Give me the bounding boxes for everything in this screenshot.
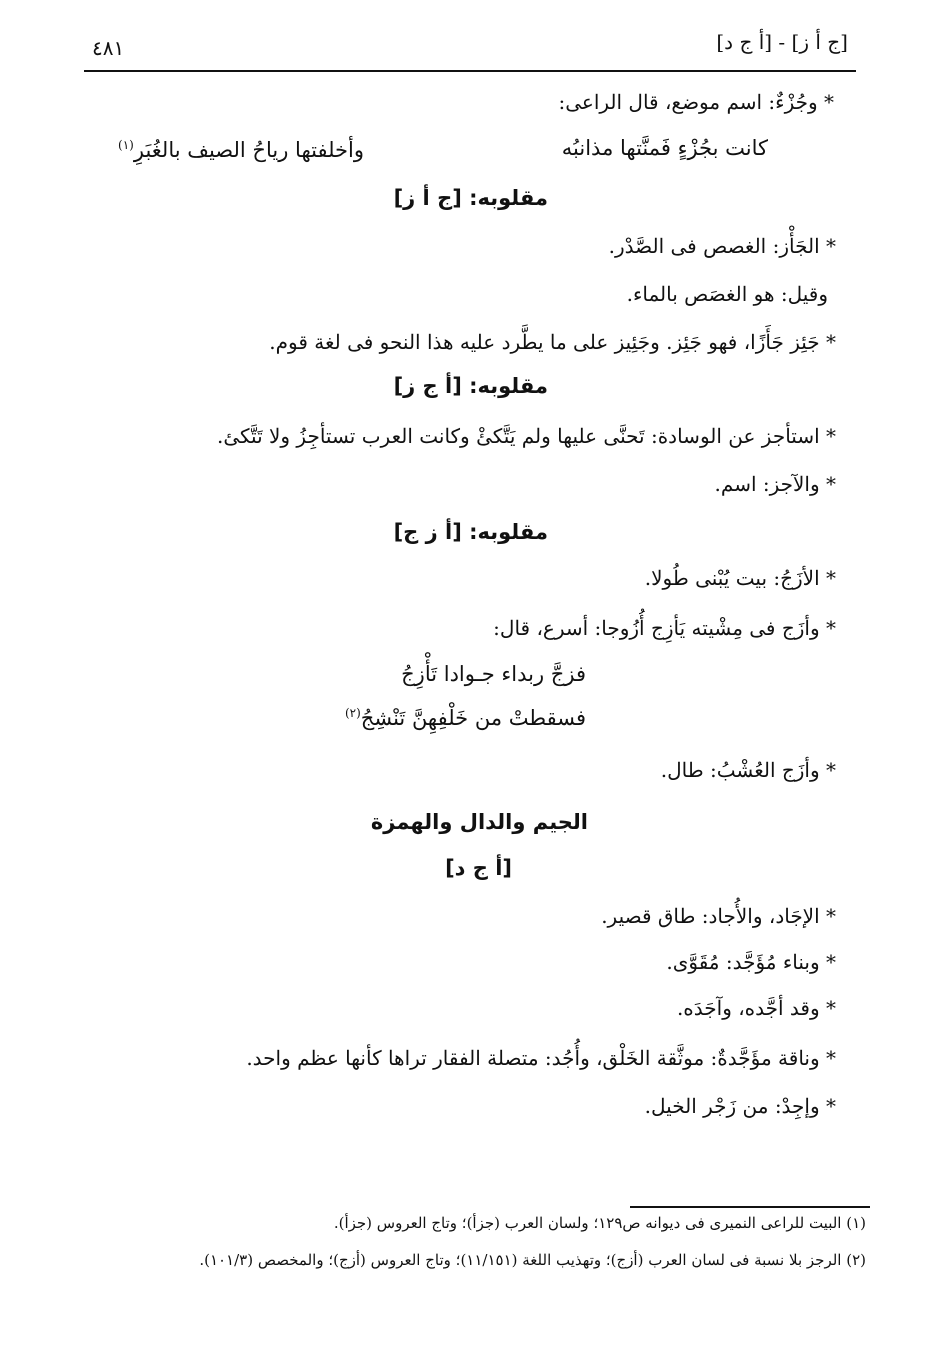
header-rule xyxy=(84,70,856,72)
verse2-line2-text: فسقطتْ من خَلْفِهِنَّ تَنْشِجُ xyxy=(360,706,586,730)
entry-azaja: * وأزَج فى مِشْيته يَأزِج أُزُوجا: أسرع، قال: xyxy=(493,616,836,640)
heading-ajd: [أ ج د] xyxy=(445,856,512,880)
heading-maqlub-azj: مقلوبه: [أ ز ج] xyxy=(393,520,548,544)
entry-ijad: * الإجَاد، والأُجاد: طاق قصير. xyxy=(601,904,836,928)
entry-bina: * وبناء مُؤَجَّد: مُقَوَّى. xyxy=(666,950,836,974)
entry-jaaz: * الجَأْز: الغصص فى الصَّدْر. xyxy=(608,234,836,258)
verse2-line2 xyxy=(345,706,586,730)
verse1-first-hemistich: كانت بجُزْءٍ فَمنَّتها مذانبُه xyxy=(561,136,768,160)
verse1-second-hemistich xyxy=(118,138,364,162)
footnote-rule xyxy=(630,1206,870,1208)
heading-maqlub-jaz: مقلوبه: [ج أ ز] xyxy=(393,186,548,210)
footnote-ref-2: (٢) xyxy=(344,706,361,720)
footnote-2: (٢) الرجز بلا نسبة فى لسان العرب (أزج)؛ وتهذيب اللغة (١١/١٥١)؛ وتاج العروس (أزج)؛ والمخصص (١٠١/٣). xyxy=(199,1251,866,1269)
section-title: الجيم والدال والهمزة xyxy=(370,810,588,834)
entry-azaj: * الأزَجُ: بيت يُبْنى طُولا. xyxy=(644,566,836,590)
entry-qila: وقيل: هو الغصَص بالماء. xyxy=(626,282,828,306)
heading-maqlub-ajz: مقلوبه: [أ ج ز] xyxy=(393,374,548,398)
entry-naqa: * وناقة مؤَجَّدةٌ: موثَّقة الخَلْق، وأُجُد: متصلة الفقار تراها كأنها عظم واحد. xyxy=(246,1046,836,1070)
entry-ijd: * وإجِدْ: من زَجْر الخيل. xyxy=(644,1094,836,1118)
entry-qad: * وقد أجَّده، وآجَدَه. xyxy=(676,996,836,1020)
page-number: ٤٨١ xyxy=(92,36,125,60)
footnote-1: (١) البيت للراعى النميرى فى ديوانه ص١٢٩؛ ولسان العرب (جزأ)؛ وتاج العروس (جزأ). xyxy=(333,1214,866,1232)
entry-aajaz: * والآجز: اسم. xyxy=(714,472,836,496)
verse1-second-text: وأخلفتها رياحُ الصيف بالغُبَرِ xyxy=(133,138,364,162)
entry-usb: * وأزَج العُشْبُ: طال. xyxy=(660,758,836,782)
entry-jaiza: * جَئِز جَأَزًا، فهو جَئِز. وجَئِيز على ما يطَّرد عليه هذا النحو فى لغة قوم. xyxy=(269,330,836,354)
verse2-line1: فزجَّ ربداء جـوادا تَأْزِجُ xyxy=(401,662,586,686)
footnote-ref-1: (١) xyxy=(118,138,134,152)
entry-istajaza: * استأجز عن الوسادة: تَحنَّى عليها ولم يَتَّكئْ وكانت العرب تستأجِزُ ولا تَتَّكئ. xyxy=(216,424,836,448)
running-header: [ج أ ز] - [أ ج د] xyxy=(716,30,848,54)
entry-wazj: * وجُزْءٌ: اسم موضع، قال الراعى: xyxy=(558,90,834,114)
